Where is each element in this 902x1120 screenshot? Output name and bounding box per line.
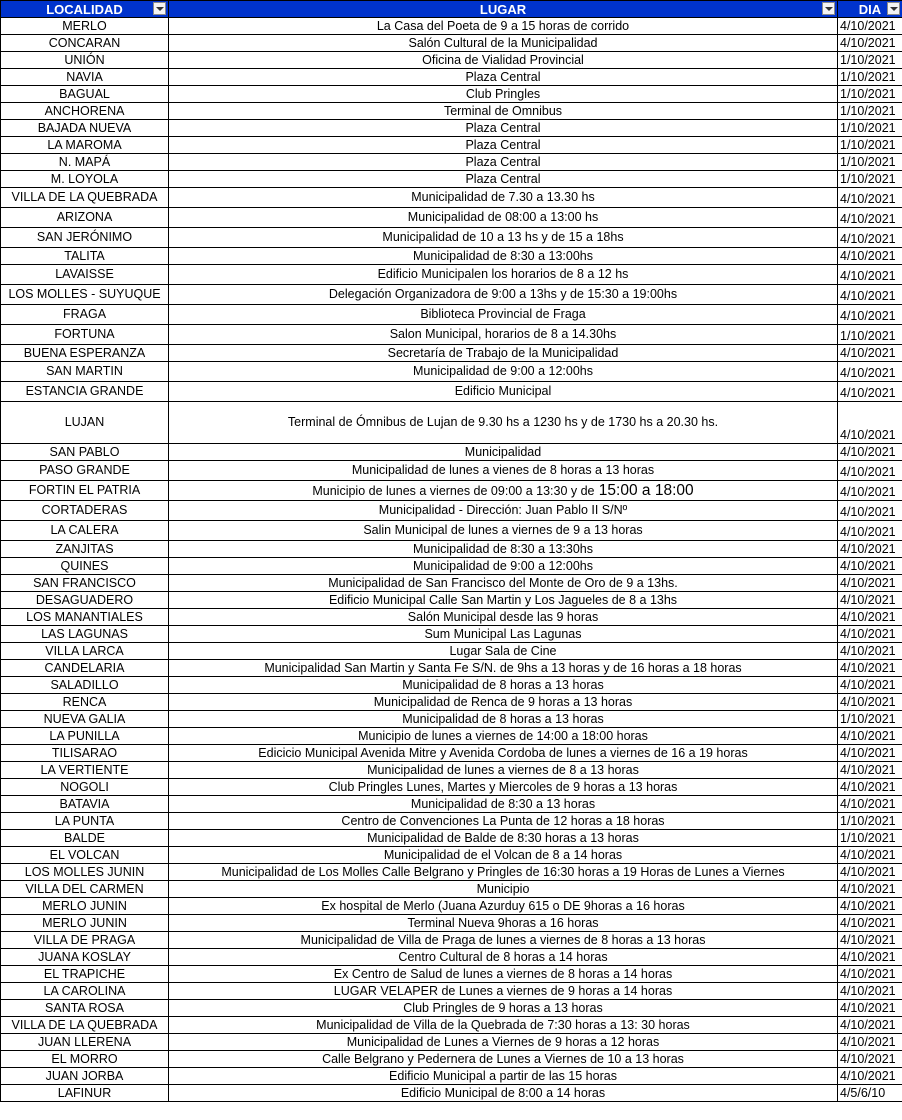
header-row — [1, 1, 902, 18]
cell-localidad[interactable]: LUJAN — [1, 402, 169, 444]
cell-lugar[interactable]: Municipalidad de Villa de Praga de lunes a viernes de 8 horas a 13 horas — [169, 932, 838, 949]
table-row — [1, 382, 902, 402]
cell-localidad[interactable]: QUINES — [1, 558, 169, 575]
table-row — [1, 1034, 902, 1051]
cell-lugar[interactable]: Municipalidad de 08:00 a 13:00 hs — [169, 208, 838, 228]
cell-lugar[interactable]: Club Pringles Lunes, Martes y Miercoles de 9 horas a 13 horas — [169, 779, 838, 796]
cell-lugar-text-large: 15:00 a 18:00 — [594, 481, 694, 499]
cell-lugar[interactable]: Municipalidad de Balde de 8:30 horas a 13 horas — [169, 830, 838, 847]
table-row — [1, 171, 902, 188]
table-row — [1, 35, 902, 52]
cell-lugar[interactable]: Edificio Municipal — [169, 382, 838, 402]
table-row — [1, 444, 902, 461]
chevron-down-icon[interactable] — [887, 2, 900, 15]
table-row — [1, 461, 902, 481]
cell-dia[interactable]: 4/10/2021 — [838, 444, 902, 461]
table-row — [1, 18, 902, 35]
table-row — [1, 592, 902, 609]
cell-localidad[interactable]: LA PUNTA — [1, 813, 169, 830]
table-row — [1, 830, 902, 847]
column-header-lugar[interactable] — [169, 1, 838, 18]
column-header-label: DIA — [858, 1, 882, 17]
table-row — [1, 86, 902, 103]
cell-lugar[interactable]: Terminal de Omnibus — [169, 103, 838, 120]
cell-lugar[interactable]: Salón Cultural de la Municipalidad — [169, 35, 838, 52]
cell-dia[interactable]: 4/10/2021 — [838, 1051, 902, 1068]
cell-lugar[interactable]: Municipalidad de Lunes a Viernes de 9 horas a 12 horas — [169, 1034, 838, 1051]
cell-dia[interactable]: 4/10/2021 — [838, 501, 902, 521]
table-row — [1, 137, 902, 154]
cell-lugar[interactable]: Municipalidad de 8:30 a 13 horas — [169, 796, 838, 813]
cell-dia[interactable]: 1/10/2021 — [838, 52, 902, 69]
table-row — [1, 248, 902, 265]
cell-lugar[interactable]: Municipalidad de 8 horas a 13 horas — [169, 677, 838, 694]
table-row — [1, 1000, 902, 1017]
cell-lugar[interactable]: Municipalidad de San Francisco del Monte de Oro de 9 a 13hs. — [169, 575, 838, 592]
cell-lugar[interactable]: La Casa del Poeta de 9 a 15 horas de corrido — [169, 18, 838, 35]
cell-dia[interactable]: 4/10/2021 — [838, 402, 902, 444]
table-row — [1, 898, 902, 915]
cell-dia[interactable]: 4/10/2021 — [838, 1017, 902, 1034]
cell-dia[interactable]: 4/10/2021 — [838, 677, 902, 694]
cell-lugar[interactable]: Club Pringles de 9 horas a 13 horas — [169, 1000, 838, 1017]
cell-dia[interactable]: 4/10/2021 — [838, 932, 902, 949]
cell-dia[interactable]: 1/10/2021 — [838, 711, 902, 728]
cell-lugar[interactable]: Secretaría de Trabajo de la Municipalidad — [169, 345, 838, 362]
table-row — [1, 52, 902, 69]
cell-dia[interactable]: 4/10/2021 — [838, 188, 902, 208]
cell-localidad[interactable]: BALDE — [1, 830, 169, 847]
cell-lugar[interactable]: LUGAR VELAPER de Lunes a viernes de 9 horas a 14 horas — [169, 983, 838, 1000]
table-row — [1, 626, 902, 643]
cell-lugar[interactable]: Edificio Municipal a partir de las 15 horas — [169, 1068, 838, 1085]
table-row — [1, 501, 902, 521]
cell-lugar[interactable]: Municipalidad de Renca de 9 horas a 13 horas — [169, 694, 838, 711]
cell-lugar[interactable]: Municipalidad de Los Molles Calle Belgrano y Pringles de 16:30 horas a 19 Horas de Lunes a Viernes — [169, 864, 838, 881]
cell-localidad[interactable]: SAN PABLO — [1, 444, 169, 461]
cell-lugar[interactable]: Municipalidad de 8:30 a 13:30hs — [169, 541, 838, 558]
cell-localidad[interactable]: SAN JERÓNIMO — [1, 228, 169, 248]
cell-localidad[interactable]: LA CAROLINA — [1, 983, 169, 1000]
cell-localidad[interactable]: LAS LAGUNAS — [1, 626, 169, 643]
table-row — [1, 728, 902, 745]
cell-localidad[interactable]: M. LOYOLA — [1, 171, 169, 188]
cell-localidad[interactable]: VILLA DE LA QUEBRADA — [1, 1017, 169, 1034]
cell-lugar[interactable]: Salón Municipal desde las 9 horas — [169, 609, 838, 626]
table-row — [1, 983, 902, 1000]
cell-localidad[interactable]: ARIZONA — [1, 208, 169, 228]
table-row — [1, 402, 902, 444]
column-header-localidad[interactable] — [1, 1, 169, 18]
cell-localidad[interactable]: LOS MANANTIALES — [1, 609, 169, 626]
cell-localidad[interactable]: LAVAISSE — [1, 265, 169, 285]
table-row — [1, 103, 902, 120]
cell-lugar[interactable]: Municipalidad de 7.30 a 13.30 hs — [169, 188, 838, 208]
table-row — [1, 949, 902, 966]
cell-lugar[interactable]: Municipalidad de el Volcan de 8 a 14 horas — [169, 847, 838, 864]
column-header-dia[interactable] — [838, 1, 902, 18]
cell-lugar[interactable]: Municipalidad de lunes a vienes de 8 horas a 13 horas — [169, 461, 838, 481]
cell-lugar[interactable]: Calle Belgrano y Pedernera de Lunes a Viernes de 10 a 13 horas — [169, 1051, 838, 1068]
cell-dia[interactable]: 4/10/2021 — [838, 966, 902, 983]
cell-localidad[interactable]: FORTIN EL PATRIA — [1, 481, 169, 501]
table-row — [1, 345, 902, 362]
table-row — [1, 779, 902, 796]
cell-localidad[interactable]: JUAN LLERENA — [1, 1034, 169, 1051]
cell-lugar[interactable]: Edificio Municipalen los horarios de 8 a 12 hs — [169, 265, 838, 285]
cell-lugar[interactable]: Municipalidad de 9:00 a 12:00hs — [169, 558, 838, 575]
cell-dia[interactable]: 4/10/2021 — [838, 285, 902, 305]
cell-lugar[interactable]: Plaza Central — [169, 120, 838, 137]
table-row — [1, 677, 902, 694]
table-row — [1, 660, 902, 677]
cell-dia[interactable]: 1/10/2021 — [838, 137, 902, 154]
cell-lugar[interactable]: Municipalidad San Martin y Santa Fe S/N. de 9hs a 13 horas y de 16 horas a 18 horas — [169, 660, 838, 677]
table-row — [1, 609, 902, 626]
cell-localidad[interactable]: BAGUAL — [1, 86, 169, 103]
cell-localidad[interactable]: NAVIA — [1, 69, 169, 86]
cell-lugar[interactable]: Municipalidad de 9:00 a 12:00hs — [169, 362, 838, 382]
chevron-down-icon[interactable] — [822, 2, 835, 15]
cell-localidad[interactable]: UNIÓN — [1, 52, 169, 69]
cell-localidad[interactable]: VILLA DE PRAGA — [1, 932, 169, 949]
cell-dia[interactable]: 4/10/2021 — [838, 1000, 902, 1017]
cell-dia[interactable]: 4/10/2021 — [838, 1068, 902, 1085]
table-row — [1, 188, 902, 208]
cell-localidad[interactable]: NUEVA GALIA — [1, 711, 169, 728]
cell-localidad[interactable]: ZANJITAS — [1, 541, 169, 558]
cell-localidad[interactable]: SANTA ROSA — [1, 1000, 169, 1017]
cell-localidad[interactable]: SAN MARTIN — [1, 362, 169, 382]
chevron-down-icon[interactable] — [153, 2, 166, 15]
cell-dia[interactable]: 4/10/2021 — [838, 248, 902, 265]
table-body — [1, 18, 902, 1102]
cell-lugar[interactable]: Municipalidad de Villa de la Quebrada de 7:30 horas a 13: 30 horas — [169, 1017, 838, 1034]
table-row — [1, 762, 902, 779]
cell-dia[interactable]: 4/10/2021 — [838, 362, 902, 382]
cell-localidad[interactable]: EL MORRO — [1, 1051, 169, 1068]
table-row — [1, 362, 902, 382]
cell-lugar[interactable]: Edificio Municipal de 8:00 a 14 horas — [169, 1085, 838, 1102]
cell-localidad[interactable]: ANCHORENA — [1, 103, 169, 120]
table-row — [1, 915, 902, 932]
cell-dia[interactable]: 4/10/2021 — [838, 745, 902, 762]
cell-localidad[interactable]: BATAVIA — [1, 796, 169, 813]
cell-lugar[interactable]: Municipalidad de 8:30 a 13:00hs — [169, 248, 838, 265]
cell-dia[interactable]: 1/10/2021 — [838, 830, 902, 847]
table-row — [1, 208, 902, 228]
cell-lugar[interactable]: Municipio — [169, 881, 838, 898]
cell-dia[interactable]: 4/10/2021 — [838, 898, 902, 915]
cell-lugar[interactable]: Municipalidad de 8 horas a 13 horas — [169, 711, 838, 728]
table-row — [1, 694, 902, 711]
cell-localidad[interactable]: SALADILLO — [1, 677, 169, 694]
cell-lugar[interactable]: Salin Municipal de lunes a viernes de 9 a 13 horas — [169, 521, 838, 541]
cell-dia[interactable]: 1/10/2021 — [838, 86, 902, 103]
column-header-label: LOCALIDAD — [46, 1, 123, 17]
cell-localidad[interactable]: ESTANCIA GRANDE — [1, 382, 169, 402]
cell-localidad[interactable]: BUENA ESPERANZA — [1, 345, 169, 362]
cell-dia[interactable]: 4/10/2021 — [838, 592, 902, 609]
table-row — [1, 881, 902, 898]
cell-lugar[interactable]: Plaza Central — [169, 154, 838, 171]
table-row — [1, 325, 902, 345]
cell-dia[interactable]: 4/10/2021 — [838, 796, 902, 813]
table-row — [1, 1017, 902, 1034]
cell-lugar[interactable]: Plaza Central — [169, 69, 838, 86]
cell-lugar[interactable]: Salon Municipal, horarios de 8 a 14.30hs — [169, 325, 838, 345]
cell-localidad[interactable]: JUANA KOSLAY — [1, 949, 169, 966]
cell-dia[interactable]: 4/5/6/10 — [838, 1085, 902, 1102]
cell-lugar[interactable]: Municipalidad de 10 a 13 hs y de 15 a 18hs — [169, 228, 838, 248]
table-row — [1, 796, 902, 813]
cell-dia[interactable]: 4/10/2021 — [838, 541, 902, 558]
cell-dia[interactable]: 4/10/2021 — [838, 694, 902, 711]
cell-dia[interactable]: 4/10/2021 — [838, 660, 902, 677]
table-row — [1, 1068, 902, 1085]
cell-dia[interactable]: 4/10/2021 — [838, 864, 902, 881]
cell-dia[interactable]: 4/10/2021 — [838, 345, 902, 362]
cell-lugar[interactable]: Plaza Central — [169, 171, 838, 188]
cell-localidad[interactable]: LA MAROMA — [1, 137, 169, 154]
cell-localidad[interactable]: BAJADA NUEVA — [1, 120, 169, 137]
cell-localidad[interactable]: LOS MOLLES - SUYUQUE — [1, 285, 169, 305]
table-row — [1, 305, 902, 325]
table-row — [1, 541, 902, 558]
table-row — [1, 932, 902, 949]
cell-localidad[interactable]: EL VOLCAN — [1, 847, 169, 864]
cell-dia[interactable]: 1/10/2021 — [838, 120, 902, 137]
cell-localidad[interactable]: LA VERTIENTE — [1, 762, 169, 779]
table-row — [1, 285, 902, 305]
cell-localidad[interactable]: RENCA — [1, 694, 169, 711]
cell-lugar[interactable]: Oficina de Vialidad Provincial — [169, 52, 838, 69]
cell-dia[interactable]: 4/10/2021 — [838, 609, 902, 626]
table-row — [1, 265, 902, 285]
table-row — [1, 864, 902, 881]
cell-dia[interactable]: 4/10/2021 — [838, 847, 902, 864]
cell-dia[interactable]: 4/10/2021 — [838, 305, 902, 325]
cell-localidad[interactable]: MERLO JUNIN — [1, 898, 169, 915]
cell-localidad[interactable]: CONCARAN — [1, 35, 169, 52]
cell-dia[interactable]: 4/10/2021 — [838, 575, 902, 592]
table-row — [1, 813, 902, 830]
cell-dia[interactable]: 4/10/2021 — [838, 461, 902, 481]
cell-localidad[interactable]: FORTUNA — [1, 325, 169, 345]
table-row — [1, 575, 902, 592]
cell-lugar[interactable]: Centro Cultural de 8 horas a 14 horas — [169, 949, 838, 966]
cell-localidad[interactable]: PASO GRANDE — [1, 461, 169, 481]
cell-lugar[interactable]: Biblioteca Provincial de Fraga — [169, 305, 838, 325]
cell-lugar[interactable]: Terminal de Ómnibus de Lujan de 9.30 hs a 1230 hs y de 1730 hs a 20.30 hs. — [169, 402, 838, 444]
table-row — [1, 69, 902, 86]
cell-dia[interactable]: 4/10/2021 — [838, 228, 902, 248]
cell-dia[interactable]: 4/10/2021 — [838, 983, 902, 1000]
cell-lugar[interactable]: Delegación Organizadora de 9:00 a 13hs y de 15:30 a 19:00hs — [169, 285, 838, 305]
cell-dia[interactable]: 4/10/2021 — [838, 643, 902, 660]
cell-localidad[interactable]: NOGOLI — [1, 779, 169, 796]
cell-localidad[interactable]: VILLA DEL CARMEN — [1, 881, 169, 898]
cell-dia[interactable]: 4/10/2021 — [838, 265, 902, 285]
cell-localidad[interactable]: MERLO — [1, 18, 169, 35]
cell-localidad[interactable]: VILLA LARCA — [1, 643, 169, 660]
cell-dia[interactable]: 4/10/2021 — [838, 728, 902, 745]
cell-dia[interactable]: 1/10/2021 — [838, 69, 902, 86]
cell-dia[interactable]: 4/10/2021 — [838, 382, 902, 402]
table-row — [1, 966, 902, 983]
cell-dia[interactable]: 4/10/2021 — [838, 1034, 902, 1051]
cell-dia[interactable]: 1/10/2021 — [838, 171, 902, 188]
cell-lugar[interactable]: Lugar Sala de Cine — [169, 643, 838, 660]
table-row — [1, 1051, 902, 1068]
cell-localidad[interactable]: LA PUNILLA — [1, 728, 169, 745]
cell-lugar[interactable] — [169, 481, 838, 501]
cell-localidad[interactable]: FRAGA — [1, 305, 169, 325]
cell-lugar-text: Municipio de lunes a viernes de 09:00 a 13:30 y de — [312, 483, 595, 498]
cell-lugar[interactable]: Club Pringles — [169, 86, 838, 103]
table-header — [1, 1, 902, 18]
cell-dia[interactable]: 4/10/2021 — [838, 521, 902, 541]
cell-dia[interactable]: 4/10/2021 — [838, 779, 902, 796]
cell-localidad[interactable]: N. MAPÁ — [1, 154, 169, 171]
cell-dia[interactable]: 4/10/2021 — [838, 626, 902, 643]
cell-localidad[interactable]: LAFINUR — [1, 1085, 169, 1102]
cell-dia[interactable]: 4/10/2021 — [838, 949, 902, 966]
table-row — [1, 481, 902, 501]
cell-dia[interactable]: 4/10/2021 — [838, 558, 902, 575]
cell-lugar[interactable]: Plaza Central — [169, 137, 838, 154]
cell-lugar[interactable]: Ex Centro de Salud de lunes a viernes de 8 horas a 14 horas — [169, 966, 838, 983]
table-row — [1, 558, 902, 575]
cell-lugar[interactable]: Terminal Nueva 9horas a 16 horas — [169, 915, 838, 932]
table-row — [1, 847, 902, 864]
cell-dia[interactable]: 1/10/2021 — [838, 813, 902, 830]
cell-dia[interactable]: 4/10/2021 — [838, 881, 902, 898]
cell-localidad[interactable]: MERLO JUNIN — [1, 915, 169, 932]
cell-lugar[interactable]: Ex hospital de Merlo (Juana Azurduy 615 o DE 9horas a 16 horas — [169, 898, 838, 915]
table-row — [1, 521, 902, 541]
cell-lugar[interactable]: Municipalidad — [169, 444, 838, 461]
cell-dia[interactable]: 4/10/2021 — [838, 915, 902, 932]
cell-lugar[interactable]: Centro de Convenciones La Punta de 12 horas a 18 horas — [169, 813, 838, 830]
table-row — [1, 154, 902, 171]
cell-localidad[interactable]: SAN FRANCISCO — [1, 575, 169, 592]
cell-localidad[interactable]: LA CALERA — [1, 521, 169, 541]
cell-dia[interactable]: 1/10/2021 — [838, 325, 902, 345]
table-row — [1, 1085, 902, 1102]
cell-dia[interactable]: 1/10/2021 — [838, 103, 902, 120]
cell-lugar[interactable]: Sum Municipal Las Lagunas — [169, 626, 838, 643]
column-header-label: LUGAR — [479, 1, 527, 17]
cell-localidad[interactable]: JUAN JORBA — [1, 1068, 169, 1085]
cell-lugar[interactable]: Edicicio Municipal Avenida Mitre y Avenida Cordoba de lunes a viernes de 16 a 19 horas — [169, 745, 838, 762]
cell-localidad[interactable]: EL TRAPICHE — [1, 966, 169, 983]
cell-lugar[interactable]: Municipalidad de lunes a viernes de 8 a 13 horas — [169, 762, 838, 779]
cell-localidad[interactable]: TALITA — [1, 248, 169, 265]
cell-lugar[interactable]: Municipalidad - Dirección: Juan Pablo II S/Nº — [169, 501, 838, 521]
cell-localidad[interactable]: VILLA DE LA QUEBRADA — [1, 188, 169, 208]
cell-localidad[interactable]: DESAGUADERO — [1, 592, 169, 609]
cell-lugar[interactable]: Edificio Municipal Calle San Martin y Los Jagueles de 8 a 13hs — [169, 592, 838, 609]
cell-dia[interactable]: 4/10/2021 — [838, 35, 902, 52]
table-row — [1, 711, 902, 728]
table-row — [1, 643, 902, 660]
cell-dia[interactable]: 4/10/2021 — [838, 18, 902, 35]
cell-dia[interactable]: 4/10/2021 — [838, 762, 902, 779]
table-row — [1, 228, 902, 248]
cell-dia[interactable]: 4/10/2021 — [838, 208, 902, 228]
cell-dia[interactable]: 4/10/2021 — [838, 481, 902, 501]
table-row — [1, 120, 902, 137]
cell-lugar[interactable]: Municipio de lunes a viernes de 14:00 a 18:00 horas — [169, 728, 838, 745]
cell-dia[interactable]: 1/10/2021 — [838, 154, 902, 171]
table-row — [1, 745, 902, 762]
cell-localidad[interactable]: CORTADERAS — [1, 501, 169, 521]
cell-localidad[interactable]: TILISARAO — [1, 745, 169, 762]
cell-localidad[interactable]: LOS MOLLES JUNIN — [1, 864, 169, 881]
cell-localidad[interactable]: CANDELARIA — [1, 660, 169, 677]
